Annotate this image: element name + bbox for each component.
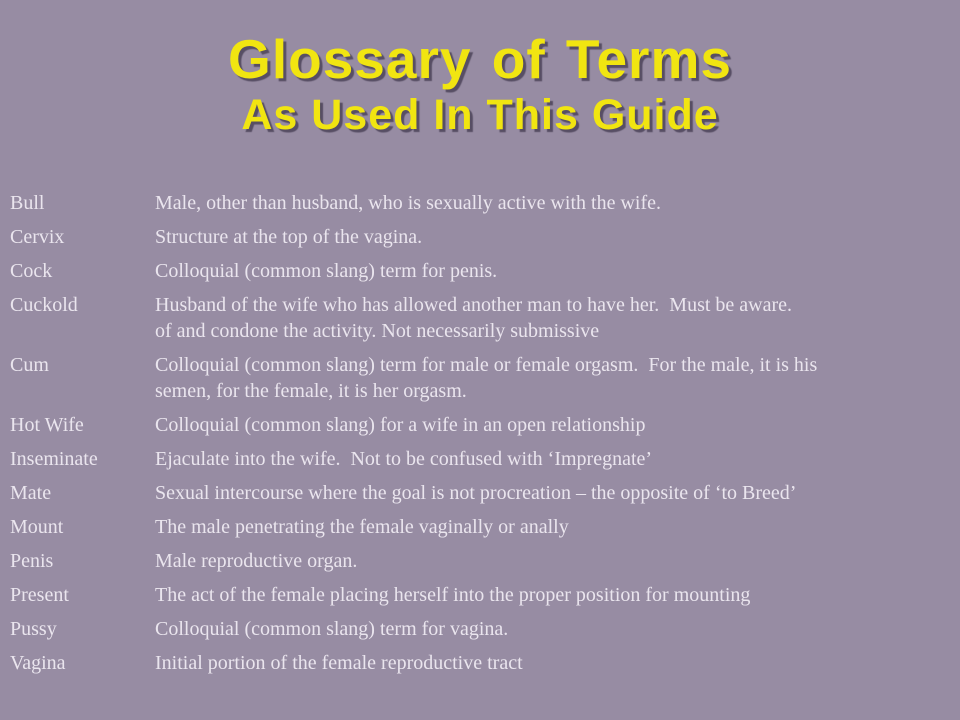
glossary-row xyxy=(10,480,950,506)
definition-line: Colloquial (common slang) for a wife in an open relationship xyxy=(155,414,646,436)
definition-line: The act of the female placing herself into the proper position for mounting xyxy=(155,584,751,606)
glossary-row xyxy=(10,412,950,438)
definition-line: Male, other than husband, who is sexually active with the wife. xyxy=(155,192,661,214)
glossary-definition xyxy=(155,292,950,344)
definition-line: Ejaculate into the wife. Not to be confused with ‘Impregnate’ xyxy=(155,448,653,470)
glossary-term: Bull xyxy=(10,192,45,214)
glossary-term: Inseminate xyxy=(10,448,98,470)
glossary-definition xyxy=(155,480,950,506)
page-subtitle: As Used In This Guide xyxy=(241,91,719,139)
glossary-definition xyxy=(155,224,950,250)
glossary-row xyxy=(10,514,950,540)
definition-line: Colloquial (common slang) term for vagina. xyxy=(155,618,509,640)
glossary-term: Hot Wife xyxy=(10,414,84,436)
definition-line: Husband of the wife who has allowed another man to have her. Must be aware. xyxy=(155,294,793,316)
glossary-definition xyxy=(155,352,950,404)
glossary-definition xyxy=(155,258,950,284)
glossary-term: Present xyxy=(10,584,69,606)
glossary-definition xyxy=(155,582,950,608)
glossary-row xyxy=(10,616,950,642)
glossary-term: Vagina xyxy=(10,652,66,674)
glossary-row xyxy=(10,292,950,344)
glossary-list xyxy=(10,190,950,684)
glossary-term: Cuckold xyxy=(10,294,78,316)
definition-line: Male reproductive organ. xyxy=(155,550,358,572)
definition-line: The male penetrating the female vaginally or anally xyxy=(155,516,569,538)
glossary-row xyxy=(10,352,950,404)
definition-line: semen, for the female, it is her orgasm. xyxy=(155,380,467,402)
glossary-term: Cum xyxy=(10,354,49,376)
definition-line: Sexual intercourse where the goal is not procreation – the opposite of ‘to Breed’ xyxy=(155,482,797,504)
page-title: Glossary of Terms xyxy=(228,28,732,90)
glossary-row xyxy=(10,446,950,472)
glossary-definition xyxy=(155,650,950,676)
glossary-row xyxy=(10,650,950,676)
glossary-term: Mount xyxy=(10,516,64,538)
glossary-term: Pussy xyxy=(10,618,57,640)
title-block xyxy=(0,28,960,140)
glossary-row xyxy=(10,190,950,216)
glossary-row xyxy=(10,224,950,250)
glossary-row xyxy=(10,548,950,574)
glossary-term: Cervix xyxy=(10,226,65,248)
glossary-definition xyxy=(155,446,950,472)
glossary-definition xyxy=(155,190,950,216)
glossary-row xyxy=(10,258,950,284)
definition-line: of and condone the activity. Not necessarily submissive xyxy=(155,320,600,342)
definition-line: Initial portion of the female reproductive tract xyxy=(155,652,523,674)
definition-line: Colloquial (common slang) term for penis. xyxy=(155,260,498,282)
definition-line: Colloquial (common slang) term for male or female orgasm. For the male, it is his xyxy=(155,354,818,376)
glossary-term: Cock xyxy=(10,260,53,282)
glossary-term: Penis xyxy=(10,550,54,572)
definition-line: Structure at the top of the vagina. xyxy=(155,226,423,248)
glossary-definition xyxy=(155,514,950,540)
glossary-definition xyxy=(155,548,950,574)
glossary-definition xyxy=(155,412,950,438)
glossary-row xyxy=(10,582,950,608)
glossary-term: Mate xyxy=(10,482,52,504)
glossary-definition xyxy=(155,616,950,642)
